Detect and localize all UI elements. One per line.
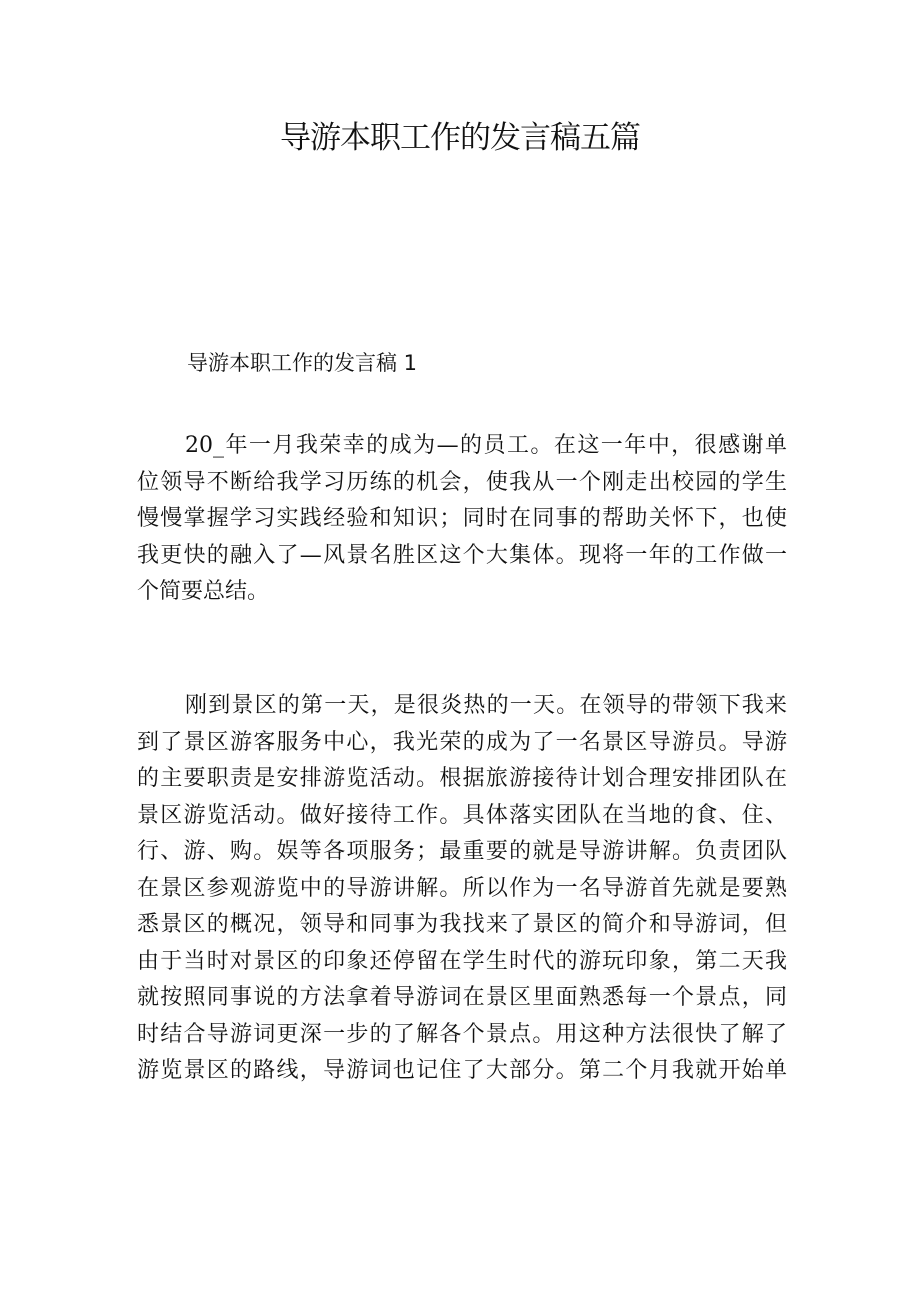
paragraph-line: 位领导不断给我学习历练的机会，使我从一个刚走出校园的学生	[137, 469, 787, 495]
paragraph-line: 的主要职责是安排游览活动。根据旅游接待计划合理安排团队在	[137, 766, 787, 791]
section-heading: 导游本职工作的发言稿 1	[187, 351, 418, 375]
paragraph-1	[137, 428, 787, 611]
document-title: 导游本职工作的发言稿五篇	[280, 120, 640, 156]
paragraph-line: 20_年一月我荣幸的成为—的员工。在这一年中，很感谢单	[185, 433, 787, 458]
paragraph-line: 在景区参观游览中的导游讲解。所以作为一名导游首先就是要熟	[137, 875, 787, 901]
paragraph-line: 悉景区的概况，领导和同事为我找来了景区的简介和导游词，但	[137, 912, 787, 937]
paragraph-line: 时结合导游词更深一步的了解各个景点。用这种方法很快了解了	[137, 1021, 787, 1047]
paragraph-line: 我更快的融入了—风景名胜区这个大集体。现将一年的工作做一	[137, 542, 787, 568]
paragraph-line: 到了景区游客服务中心，我光荣的成为了一名景区导游员。导游	[137, 729, 787, 755]
paragraph-line: 由于当时对景区的印象还停留在学生时代的游玩印象，第二天我	[137, 948, 787, 974]
paragraph-line: 行、游、购。娱等各项服务；最重要的就是导游讲解。负责团队	[137, 839, 787, 864]
paragraph-line: 慢慢掌握学习实践经验和知识；同时在同事的帮助关怀下，也使	[137, 506, 787, 531]
paragraph-line: 游览景区的路线，导游词也记住了大部分。第二个月我就开始单	[137, 1058, 787, 1083]
paragraph-line: 景区游览活动。做好接待工作。具体落实团队在当地的食、住、	[137, 802, 787, 828]
paragraph-line: 个简要总结。	[137, 579, 270, 604]
paragraph-2	[137, 688, 787, 1090]
paragraph-line: 就按照同事说的方法拿着导游词在景区里面熟悉每一个景点，同	[137, 985, 787, 1010]
paragraph-line: 刚到景区的第一天，是很炎热的一天。在领导的带领下我来	[185, 693, 787, 718]
